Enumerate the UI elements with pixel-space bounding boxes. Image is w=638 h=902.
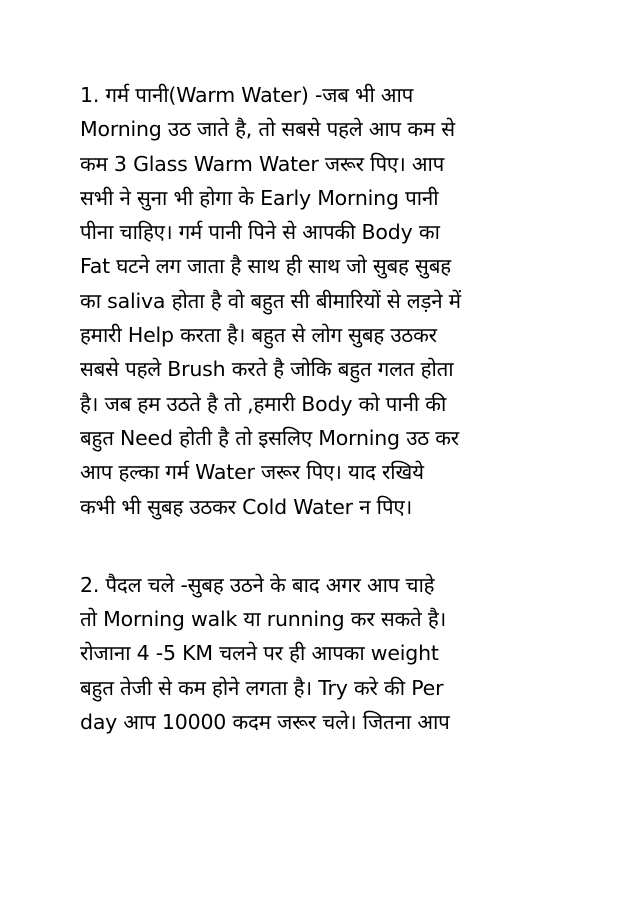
text-line: बहुत तेजी से कम होने लगता है। Try करे की Per	[80, 675, 444, 700]
text-line: कम 3 Glass Warm Water जरूर पिए। आप	[80, 151, 445, 176]
text-line: day आप 10000 कदम जरूर चले। जितना आप	[80, 710, 450, 735]
paragraph-warm-water	[80, 78, 570, 524]
text-line: कभी भी सुबह उठकर Cold Water न पिए।	[80, 494, 413, 519]
text-line: Fat घटने लग जाता है साथ ही साथ जो सुबह सुबह	[80, 254, 451, 279]
text-line: है। जब हम उठते है तो ,हमारी Body को पानी की	[80, 391, 447, 416]
text-line: Morning उठ जाते है, तो सबसे पहले आप कम से	[80, 117, 455, 142]
paragraph-walking	[80, 568, 570, 739]
text-line: आप हल्का गर्म Water जरूर पिए। याद रखिये	[80, 460, 424, 485]
text-line: 2. पैदल चले -सुबह उठने के बाद अगर आप चाहे	[80, 572, 435, 597]
text-line: का saliva होता है वो बहुत सी बीमारियों से लड़ने में	[80, 288, 461, 313]
text-line: रोजाना 4 -5 KM चलने पर ही आपका weight	[80, 641, 439, 666]
text-line: 1. गर्म पानी(Warm Water) -जब भी आप	[80, 83, 414, 107]
paragraph-spacer	[80, 524, 570, 568]
text-line: पीना चाहिए। गर्म पानी पिने से आपकी Body का	[80, 220, 440, 245]
text-line: सभी ने सुना भी होगा के Early Morning पानी	[80, 185, 439, 210]
text-line: बहुत Need होती है तो इसलिए Morning उठ कर	[80, 425, 459, 450]
text-line: सबसे पहले Brush करते है जोकि बहुत गलत होता	[80, 357, 454, 382]
document-body	[80, 78, 570, 739]
text-line: हमारी Help करता है। बहुत से लोग सुबह उठकर	[80, 323, 437, 348]
text-line: तो Morning walk या running कर सकते है।	[80, 607, 447, 632]
